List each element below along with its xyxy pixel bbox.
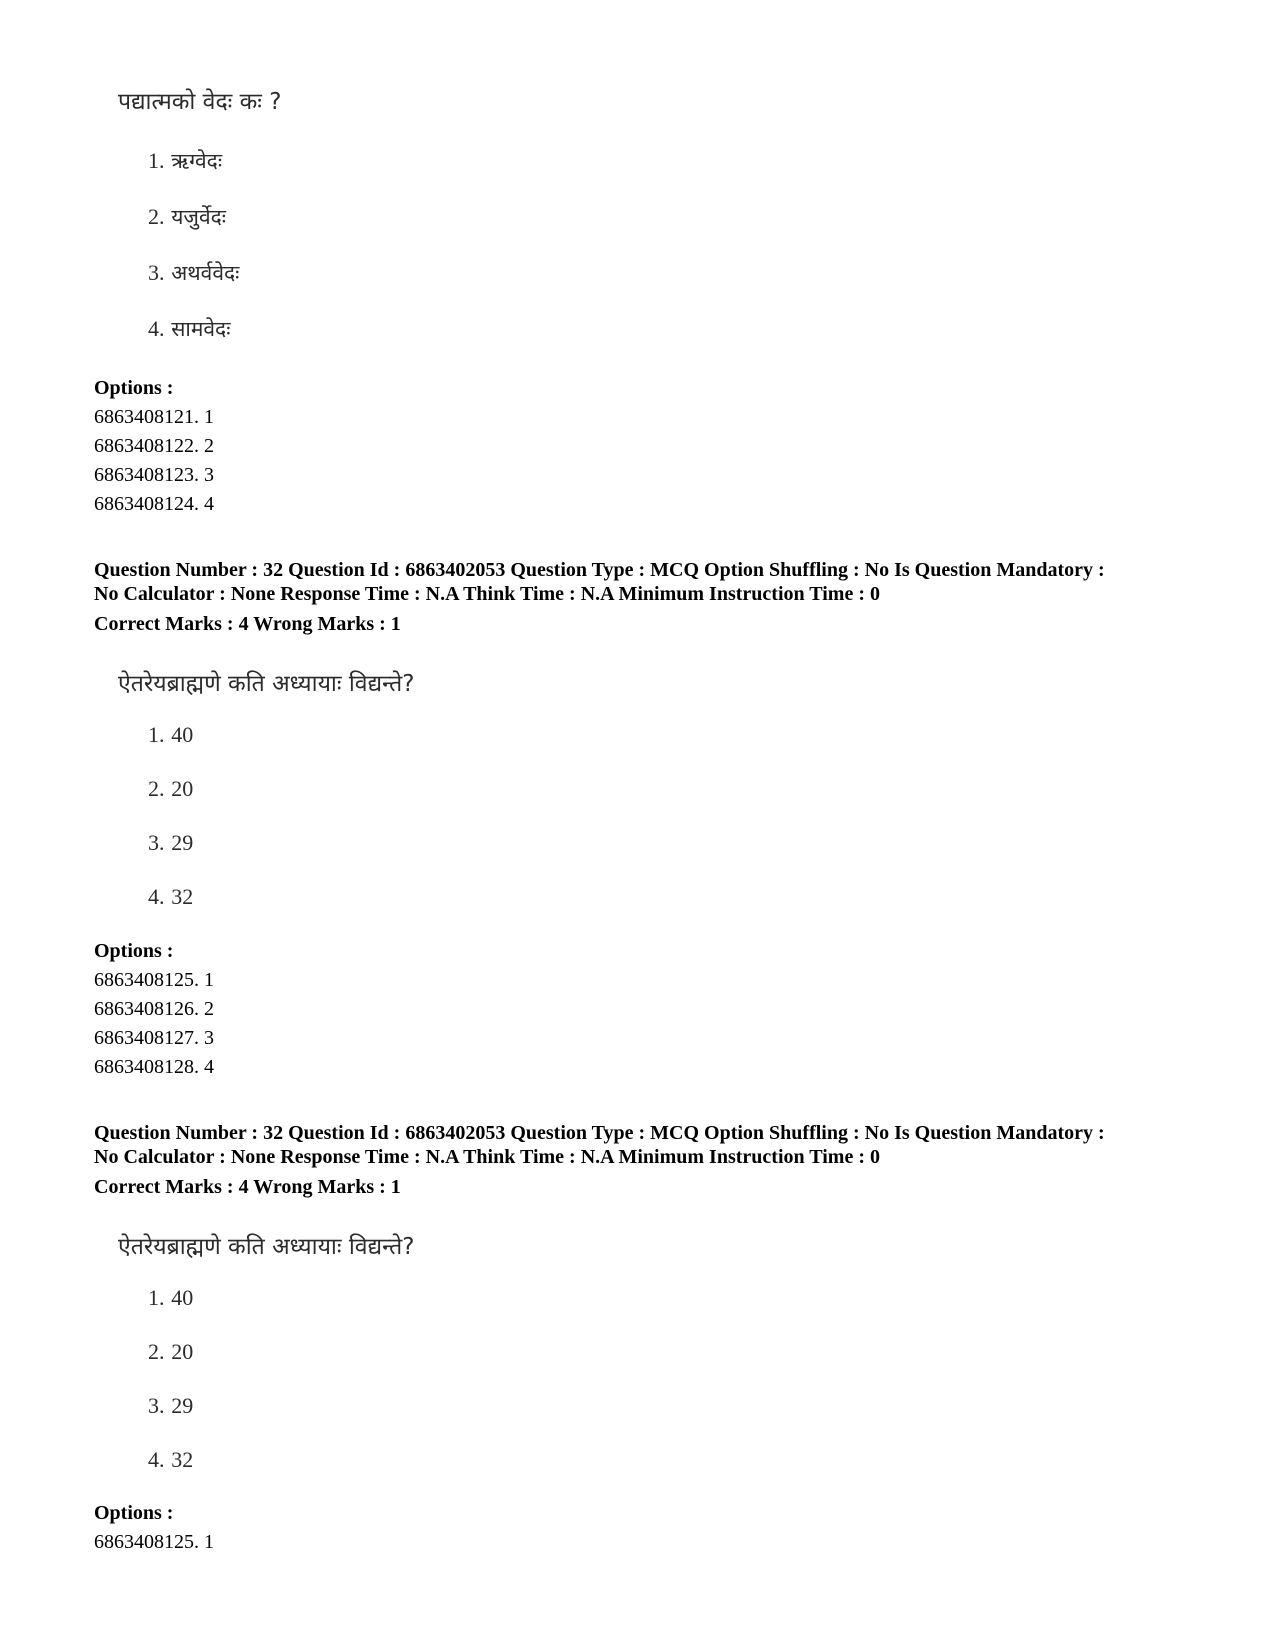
choice-3: 3. 29 — [148, 830, 194, 855]
choice-1: 1. 40 — [148, 1285, 194, 1310]
option-line: 6863408124. 4 — [94, 493, 214, 515]
marks-line: Correct Marks : 4 Wrong Marks : 1 — [94, 1176, 401, 1198]
option-line: 6863408121. 1 — [94, 406, 214, 428]
question-text: ऐतरेयब्राह्मणे कति अध्यायाः विद्यन्ते? — [118, 671, 415, 697]
choice-1: 1. 40 — [148, 722, 194, 747]
meta-line-1: Question Number : 32 Question Id : 6863402053 Question Type : MCQ Option Shuffling : No Is Question Mandatory : — [94, 559, 1105, 581]
meta-line-2: No Calculator : None Response Time : N.A Think Time : N.A Minimum Instruction Time : 0 — [94, 1146, 880, 1168]
choice-3: 3. अथर्ववेदः — [148, 260, 240, 285]
question-text: पद्यात्मको वेदः कः ? — [118, 89, 282, 115]
choice-3: 3. 29 — [148, 1393, 194, 1418]
meta-line-1: Question Number : 32 Question Id : 6863402053 Question Type : MCQ Option Shuffling : No Is Question Mandatory : — [94, 1122, 1105, 1144]
question-text: ऐतरेयब्राह्मणे कति अध्यायाः विद्यन्ते? — [118, 1234, 415, 1260]
option-line: 6863408127. 3 — [94, 1027, 214, 1049]
choice-4: 4. सामवेदः — [148, 316, 231, 341]
choice-4: 4. 32 — [148, 884, 194, 909]
option-line: 6863408123. 3 — [94, 464, 214, 486]
option-line: 6863408126. 2 — [94, 998, 214, 1020]
option-line: 6863408128. 4 — [94, 1056, 214, 1078]
meta-line-2: No Calculator : None Response Time : N.A Think Time : N.A Minimum Instruction Time : 0 — [94, 583, 880, 605]
options-label: Options : — [94, 377, 174, 399]
choice-2: 2. 20 — [148, 1339, 194, 1364]
option-line: 6863408125. 1 — [94, 1531, 214, 1553]
question-meta — [94, 1121, 1194, 1169]
options-label: Options : — [94, 1502, 174, 1524]
choice-1: 1. ऋग्वेदः — [148, 148, 223, 173]
choice-2: 2. यजुर्वेदः — [148, 204, 227, 229]
marks-line: Correct Marks : 4 Wrong Marks : 1 — [94, 613, 401, 635]
question-meta — [94, 558, 1194, 606]
option-line: 6863408125. 1 — [94, 969, 214, 991]
options-label: Options : — [94, 940, 174, 962]
option-line: 6863408122. 2 — [94, 435, 214, 457]
choice-2: 2. 20 — [148, 776, 194, 801]
choice-4: 4. 32 — [148, 1447, 194, 1472]
